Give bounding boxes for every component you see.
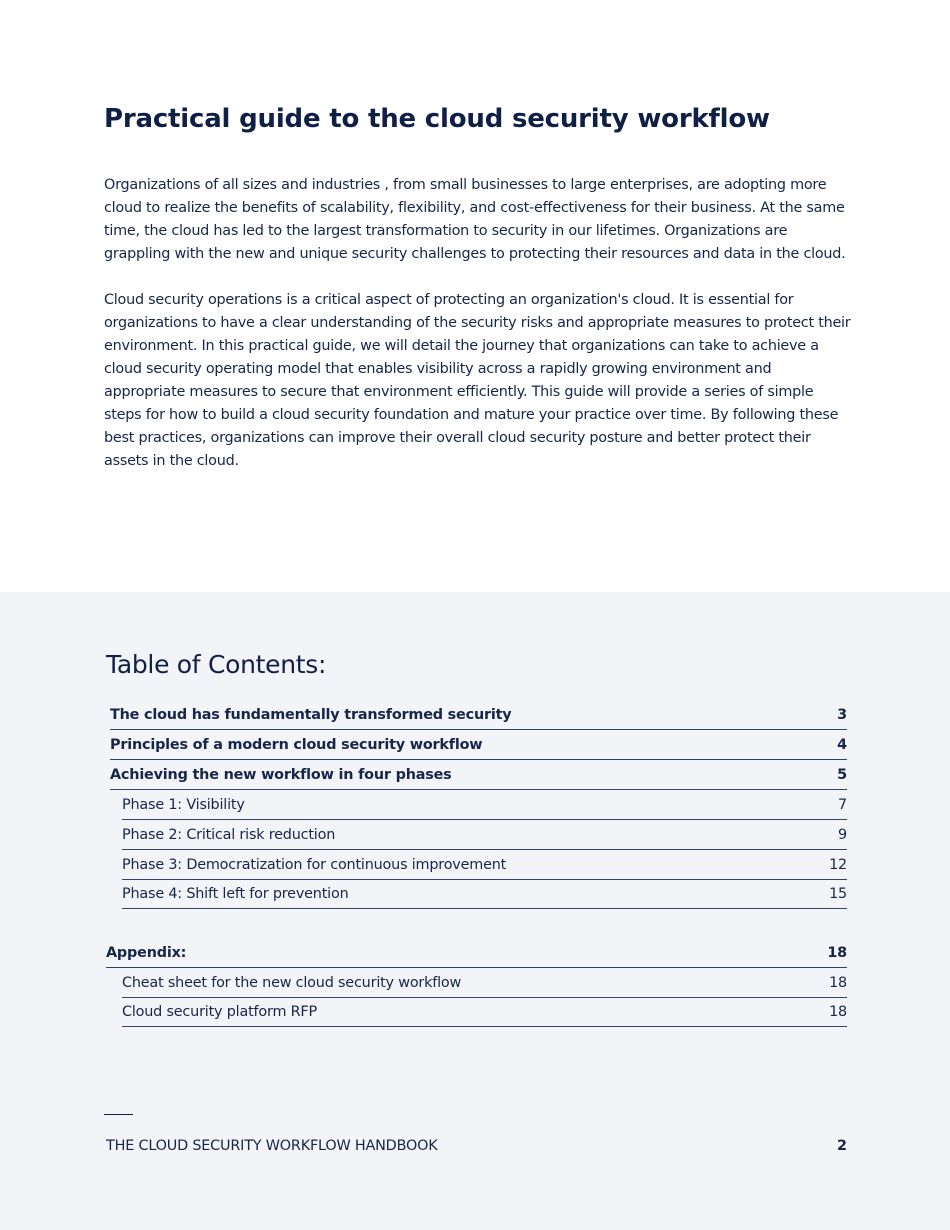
toc-entry-appendix[interactable]	[106, 938, 847, 968]
toc-entry-phase-3[interactable]	[122, 850, 847, 880]
toc-entry-page: 3	[837, 706, 847, 723]
toc-entry-principles[interactable]	[110, 730, 847, 760]
toc-entry-page: 18	[827, 944, 847, 961]
toc-entry-phase-2[interactable]	[122, 820, 847, 850]
toc-entry-label: Phase 2: Critical risk reduction	[122, 826, 336, 843]
toc-entry-page: 9	[838, 826, 847, 843]
toc-entry-phase-4[interactable]	[122, 879, 847, 909]
toc-entry-four-phases[interactable]	[110, 760, 847, 790]
page-title: Practical guide to the cloud security workflow	[104, 104, 770, 134]
toc-entry-page: 18	[829, 1003, 847, 1020]
toc-entry-label: Cheat sheet for the new cloud security workflow	[122, 974, 462, 991]
toc-entry-cheat-sheet[interactable]	[122, 968, 847, 998]
intro-paragraph-1: Organizations of all sizes and industries , from small businesses to large enterprises, are adopting more cloud to realize the benefits of scalability, flexibility, and cost-effectiveness for their business. At the same time, the cloud has led to the largest transformation to security in our lifetimes. Organizations are grappling with the new and unique security challenges to protecting their resources and data in the cloud.	[104, 177, 846, 262]
toc-entry-page: 15	[829, 885, 847, 902]
footer-title: THE CLOUD SECURITY WORKFLOW HANDBOOK	[106, 1138, 438, 1154]
toc-entry-label: Appendix:	[106, 944, 187, 961]
toc-entry-page: 5	[837, 766, 847, 783]
toc-entry-rfp[interactable]	[122, 997, 847, 1027]
toc-entry-page: 12	[829, 856, 847, 873]
toc-entry-page: 4	[837, 736, 847, 753]
toc-entry-label: Phase 3: Democratization for continuous improvement	[122, 856, 507, 873]
toc-entry-label: Phase 4: Shift left for prevention	[122, 885, 349, 902]
toc-entry-phase-1[interactable]	[122, 790, 847, 820]
toc-entry-page: 18	[829, 974, 847, 991]
toc-entry-label: Cloud security platform RFP	[122, 1003, 317, 1020]
toc-entry-label: The cloud has fundamentally transformed security	[110, 706, 512, 723]
intro-text	[104, 174, 854, 496]
toc-entry-label: Achieving the new workflow in four phases	[110, 766, 452, 783]
intro-paragraph-2: Cloud security operations is a critical aspect of protecting an organization's cloud. It is essential for organizations to have a clear understanding of the security risks and appropriate measures to protect their environment. In this practical guide, we will detail the journey that organizations can take to achieve a cloud security operating model that enables visibility across a rapidly growing environment and appropriate measures to secure that environment efficiently. This guide will provide a series of simple steps for how to build a cloud security foundation and mature your practice over time. By following these best practices, organizations can improve their overall cloud security posture and better protect their assets in the cloud.	[104, 292, 851, 469]
toc-entry-cloud-transformed-security[interactable]	[110, 700, 847, 730]
footer-divider	[104, 1114, 133, 1115]
footer-page-number: 2	[836, 1138, 847, 1154]
toc-heading: Table of Contents:	[106, 650, 327, 679]
toc-entry-label: Principles of a modern cloud security workflow	[110, 736, 483, 753]
toc-entry-label: Phase 1: Visibility	[122, 796, 245, 813]
toc-entry-page: 7	[838, 796, 847, 813]
toc-section	[0, 592, 950, 1230]
